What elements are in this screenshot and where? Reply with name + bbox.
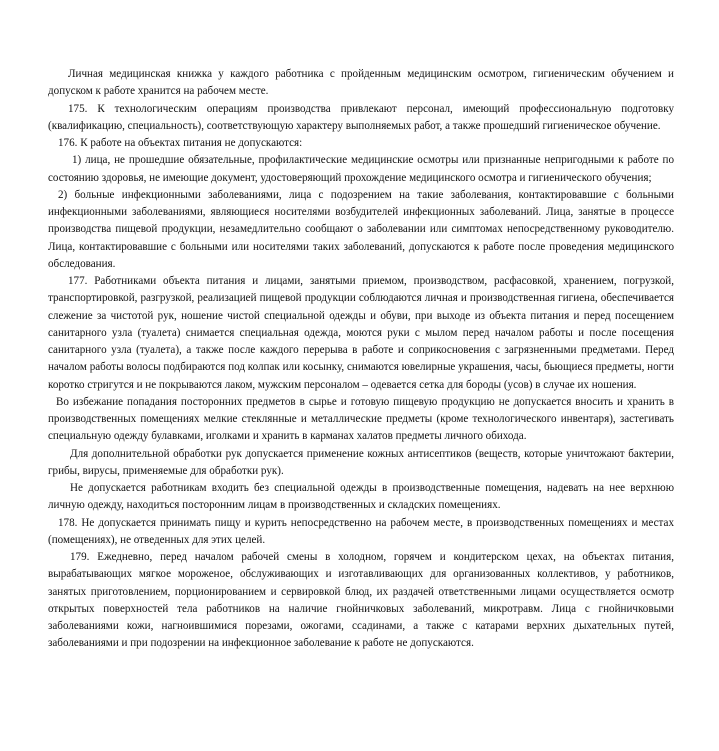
paragraph-176-item-1: 1) лица, не прошедшие обязательные, профилактические медицинские осмотры или признанные непригодными к работе по состоянию здоровья, не имеющие документ, удостоверяющий прохождение медицинского осмотра и гигиенического обучения; (48, 154, 674, 184)
paragraph-special-clothing: Не допускается работникам входить без специальной одежды в производственные помещения, надевать на нее верхнюю личную одежду, находиться посторонним лицам в производственных и складских помещениях. (48, 482, 674, 512)
paragraph-177: 177. Работниками объекта питания и лицами, занятыми приемом, производством, расфасовкой, хранением, погрузкой, транспортировкой, разгрузкой, реализацией пищевой продукции соблюдаются личная и производственная гигиена, обеспечивается слежение за чистотой рук, ношение чистой специальной одежды и обуви, при выходе из объекта питания и перед посещением санитарного узла (туалета) снимается специальная одежда, моются руки с мылом перед началом работы и после посещения санитарного узла (туалета), а также после каждого перерыва в работе и соприкосновения с загрязненными предметами. Перед началом работы волосы подбираются под колпак или косынку, снимаются ювелирные украшения, часы, бьющиеся предметы, ногти коротко стригутся и не покрываются лаком, мужским персоналом – одевается сетка для бороды (усов) в случае их ношения. (48, 275, 674, 391)
paragraph-medical-book: Личная медицинская книжка у каждого работника с пройденным медицинским осмотром, гигиеническим обучением и допуском к работе хранится на рабочем месте. (48, 68, 674, 98)
paragraph-foreign-objects: Во избежание попадания посторонних предметов в сырье и готовую пищевую продукцию не допускается вносить и хранить в производственных помещениях мелкие стеклянные и металлические предметы (кроме технологического инвентаря), застегивать специальную одежду булавками, иголками и хранить в карманах халатов предметы личного обихода. (48, 395, 674, 443)
paragraph-antiseptics: Для дополнительной обработки рук допускается применение кожных антисептиков (веществ, которые уничтожают бактерии, грибы, вирусы, применяемые для обработки рук). (48, 447, 674, 477)
paragraph-179: 179. Ежедневно, перед началом рабочей смены в холодном, горячем и кондитерском цехах, на объектах питания, вырабатывающих мягкое мороженое, обслуживающих и изготавливающих для организованных коллективов, у работников, занятых приготовлением, порционированием и сервировкой блюд, их раздачей ответственными лицами осуществляется осмотр открытых поверхностей тела работников на наличие гнойничковых заболеваний, микротравм. Лица с гнойничковыми заболеваниями кожи, нагноившимися порезами, ожогами, ссадинами, а также с катарами верхних дыхательных путей, заболеваниями и при подозрении на инфекционное заболевание к работе не допускаются. (48, 551, 674, 650)
paragraph-175: 175. К технологическим операциям производства привлекают персонал, имеющий профессиональную подготовку (квалификацию, специальность), соответствующую характеру выполняемых работ, а также прошедший гигиеническое обучение. (48, 102, 674, 132)
paragraph-176-item-2: 2) больные инфекционными заболеваниями, лица с подозрением на такие заболевания, контактировавшие с больными инфекционными заболеваниями, являющиеся носителями возбудителей инфекционных заболеваний. Лица, занятые в процессе производства пищевой продукции, незамедлительно сообщают о заболевании или симптомах непосредственному руководителю. Лица, контактировавшие с больными или носителями таких заболеваний, допускаются к работе после проведения медицинского обследования. (48, 188, 674, 270)
paragraph-176: 176. К работе на объектах питания не допускаются: (58, 137, 303, 149)
paragraph-178: 178. Не допускается принимать пищу и курить непосредственно на рабочем месте, в производственных помещениях и местах (помещениях), не отведенных для этих целей. (48, 516, 674, 546)
document-body (48, 66, 674, 653)
